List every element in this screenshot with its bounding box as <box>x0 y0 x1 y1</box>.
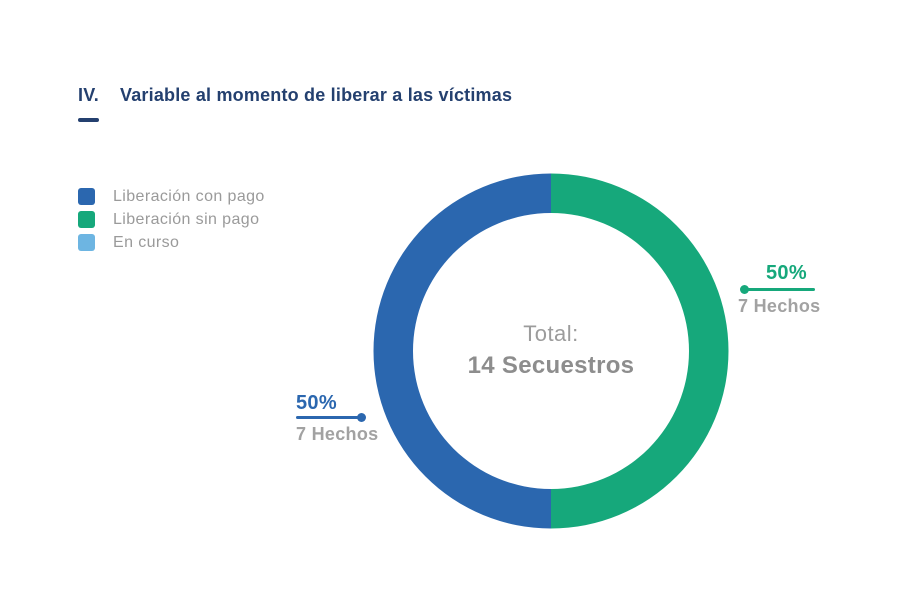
page-title: Variable al momento de liberar a las víctimas <box>120 85 513 105</box>
callout-line <box>296 416 359 419</box>
count-label-sin-pago: 7 Hechos <box>738 296 821 316</box>
percent-label-con-pago: 50% <box>296 392 337 414</box>
count-label-con-pago: 7 Hechos <box>296 424 379 444</box>
donut-center-value: 14 Secuestros <box>467 352 635 379</box>
donut-center <box>401 321 701 380</box>
legend-item-label: En curso <box>113 233 180 251</box>
percent-label-sin-pago: 50% <box>766 262 807 284</box>
legend-item-label: Liberación con pago <box>113 187 265 205</box>
donut-center-label: Total: <box>523 321 579 346</box>
section-numeral: IV. <box>78 85 99 105</box>
legend-item-label: Liberación sin pago <box>113 210 260 228</box>
callout-line <box>746 288 815 291</box>
